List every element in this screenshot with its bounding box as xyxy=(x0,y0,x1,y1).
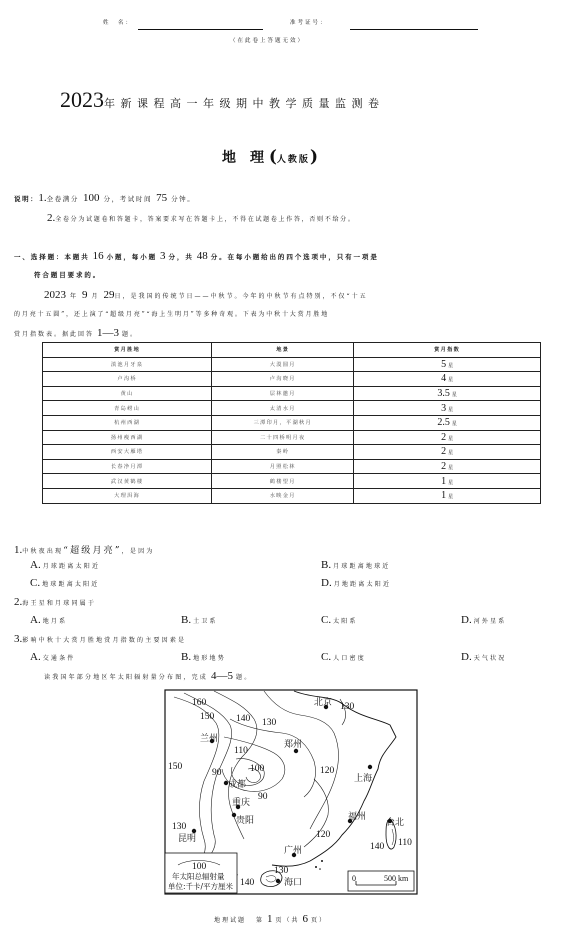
cell-scene: 卢沟晓月 xyxy=(212,372,354,387)
exam-title xyxy=(60,87,385,113)
iso-90-a: 90 xyxy=(212,768,222,778)
q1-option-a-text: 月球距离太阳近 xyxy=(42,563,101,570)
iso-140-b: 140 xyxy=(370,842,385,852)
q3-option-a[interactable] xyxy=(30,651,76,663)
instruction-1-b: 分，考试时间 xyxy=(103,195,153,203)
cell-place: 黄山 xyxy=(43,386,212,401)
iso-130-b: 130 xyxy=(340,702,355,712)
instruction-2-text: 全卷分为试题卷和答题卡，答案要求写在答题卡上，不得在试题卷上作答，否则不给分。 xyxy=(55,216,356,223)
name-label: 姓 名： xyxy=(103,20,134,26)
subject-edition: 人教版 xyxy=(276,155,310,165)
solar-radiation-map xyxy=(164,689,418,895)
legend-line1: 年太阳总辐射量 xyxy=(172,872,225,881)
q2-option-a[interactable] xyxy=(30,614,67,626)
q1-option-d-letter: D. xyxy=(321,577,332,589)
instruction-2 xyxy=(47,212,356,224)
table-row xyxy=(43,430,541,445)
q1-option-b-letter: B. xyxy=(321,559,332,571)
iso-90-b: 90 xyxy=(258,792,268,802)
table-row xyxy=(43,445,541,460)
question-2-num: 2. xyxy=(14,596,23,608)
cell-score xyxy=(354,488,541,503)
question-2-stem xyxy=(14,596,96,608)
footer-c: 页（共 xyxy=(275,917,300,924)
instruction-1 xyxy=(14,192,195,204)
q3-option-d-text: 天气状况 xyxy=(473,655,507,662)
cell-place: 大理洱海 xyxy=(43,488,212,503)
cell-score xyxy=(354,445,541,460)
iso-110-a: 110 xyxy=(234,746,248,756)
cell-score xyxy=(354,415,541,430)
iso-130-c: 130 xyxy=(172,822,187,832)
city-kunming: 昆明 xyxy=(178,834,197,844)
footer-total: 6 xyxy=(302,913,309,925)
score-value: 2 xyxy=(441,461,447,473)
question-1-stem-b: ，是因为 xyxy=(121,548,155,555)
island-dot-1 xyxy=(315,866,317,868)
section-heading xyxy=(14,250,379,262)
q1-option-b[interactable] xyxy=(321,559,391,571)
table-row xyxy=(43,474,541,489)
q2-option-d[interactable] xyxy=(461,614,507,626)
q1-option-c-letter: C. xyxy=(30,577,41,589)
q1-option-a-letter: A. xyxy=(30,559,41,571)
cell-scene: 三潭印月，平湖秋月 xyxy=(212,415,354,430)
cell-scene: 二十四桥明月夜 xyxy=(212,430,354,445)
iso-130-a: 130 xyxy=(262,718,277,728)
city-beijing: 北京 xyxy=(314,698,333,708)
table-row xyxy=(43,415,541,430)
legend-line2: 单位:千卡/平方厘米 xyxy=(168,882,234,891)
invalid-note: （在此卷上答题无效） xyxy=(230,38,306,44)
score-value: 5 xyxy=(441,358,447,370)
table-header-row xyxy=(43,343,541,358)
cell-scene: 大漠圆月 xyxy=(212,357,354,372)
passage-range: 1—3 xyxy=(97,327,120,339)
score-unit: 星 xyxy=(448,494,454,501)
passage-line1: 2023 年 9 月 29日，是我国的传统节日——中秋节。今年的中秋节有点特别，不仅“十五 xyxy=(44,289,368,301)
exam-id-label: 准考证号： xyxy=(290,20,328,26)
question-1-num: 1. xyxy=(14,544,23,556)
instructions-label: 说明： xyxy=(14,195,39,203)
title-year: 2023 xyxy=(60,87,104,112)
cell-scene: 鹤楼望月 xyxy=(212,474,354,489)
question-3-num: 3. xyxy=(14,633,23,645)
city-zhengzhou: 郑州 xyxy=(284,740,303,750)
cell-place: 西安大雁塔 xyxy=(43,445,212,460)
q1-option-c[interactable] xyxy=(30,577,100,589)
points-total: 48 xyxy=(196,250,208,262)
map-intro xyxy=(44,670,252,682)
score-value: 4 xyxy=(441,373,447,385)
q3-option-b[interactable] xyxy=(181,651,226,663)
iso-160: 160 xyxy=(192,698,207,708)
iso-140-a: 140 xyxy=(236,714,251,724)
score-unit: 星 xyxy=(448,435,454,442)
cell-score xyxy=(354,401,541,416)
table-row xyxy=(43,401,541,416)
passage-line2: 的月亮十五圆”，还上演了“超级月亮”“海上生明月”等多种奇观。下表为中秋十大赏月胜地 xyxy=(14,311,330,318)
city-chongqing: 重庆 xyxy=(232,798,251,808)
cell-place: 杭州西湖 xyxy=(43,415,212,430)
instruction-1-a: 全卷满分 xyxy=(46,195,79,203)
map-intro-a: 读我国年部分地区年太阳辐射量分布图，完成 xyxy=(44,674,209,681)
table-row xyxy=(43,488,541,503)
city-chengdu: 成都 xyxy=(228,780,247,790)
iso-110-b: 110 xyxy=(398,838,412,848)
map-intro-range: 4—5 xyxy=(211,670,234,682)
iso-120-a: 120 xyxy=(320,766,335,776)
title-text: 年新课程高一年级期中教学质量监测卷 xyxy=(104,97,385,110)
cell-place: 滇池月牙泉 xyxy=(43,357,212,372)
q2-option-b[interactable] xyxy=(181,614,218,626)
scale-zero: 0 xyxy=(352,874,356,883)
cell-place: 武汉黄鹤楼 xyxy=(43,474,212,489)
footer-b: 第 xyxy=(256,917,265,924)
q3-option-a-text: 交通条件 xyxy=(42,655,76,662)
cell-scene: 秦岭 xyxy=(212,445,354,460)
iso-100: 100 xyxy=(250,764,265,774)
iso-150-b: 150 xyxy=(168,762,183,772)
q3-option-b-text: 地形地势 xyxy=(193,655,226,662)
question-3-stem xyxy=(14,633,186,645)
q2-option-b-letter: B. xyxy=(181,614,192,626)
island-dot-3 xyxy=(319,868,321,870)
exam-id-field[interactable] xyxy=(350,29,478,30)
passage-year: 2023 xyxy=(44,289,66,301)
table-row xyxy=(43,372,541,387)
passage-line3-a: 赏月指数表。据此回答 xyxy=(14,331,95,338)
score-unit: 星 xyxy=(448,465,454,472)
table-row xyxy=(43,386,541,401)
q3-option-c[interactable] xyxy=(321,651,366,663)
cell-place: 长春净月潭 xyxy=(43,459,212,474)
city-haikou: 海口 xyxy=(284,878,303,888)
cell-scene: 月照松林 xyxy=(212,459,354,474)
cell-score xyxy=(354,474,541,489)
col-scene-header: 地景 xyxy=(212,343,354,358)
passage-day: 29 xyxy=(103,289,115,301)
instruction-2-num: 2. xyxy=(47,212,56,224)
col-place-header: 赏月胜地 xyxy=(43,343,212,358)
q3-option-d-letter: D. xyxy=(461,651,472,663)
cell-scene: 层林邀月 xyxy=(212,386,354,401)
section-text-b: 小题，每小题 xyxy=(106,253,158,261)
section-heading-line2: 符合题目要求的。 xyxy=(34,271,102,279)
iso-130-d: 130 xyxy=(274,866,289,876)
score-unit: 星 xyxy=(451,392,457,399)
iso-140-c: 140 xyxy=(240,878,255,888)
map-intro-b: 题。 xyxy=(236,674,253,681)
cell-score xyxy=(354,386,541,401)
footer-subject: 地理试题 xyxy=(214,917,247,924)
score-value: 2.5 xyxy=(437,417,450,429)
score-unit: 星 xyxy=(448,479,454,486)
score-value: 1 xyxy=(441,475,447,487)
q2-option-d-letter: D. xyxy=(461,614,472,626)
score-value: 1 xyxy=(441,490,447,502)
q2-option-a-text: 地月系 xyxy=(42,618,68,625)
q2-option-a-letter: A. xyxy=(30,614,41,626)
q3-option-a-letter: A. xyxy=(30,651,41,663)
q3-option-c-text: 人口密度 xyxy=(333,655,366,662)
name-field[interactable] xyxy=(138,29,263,30)
q2-option-b-text: 土卫系 xyxy=(193,618,218,625)
score-value: 2 xyxy=(441,446,447,458)
score-unit: 星 xyxy=(448,406,454,413)
q2-option-c-letter: C. xyxy=(321,614,332,626)
q3-option-d[interactable] xyxy=(461,651,507,663)
passage-line1-rest: 日，是我国的传统节日——中秋节。今年的中秋节有点特别，不仅“十五 xyxy=(114,293,368,300)
iso-120-b: 120 xyxy=(316,830,331,840)
island-dot-2 xyxy=(321,860,323,862)
instruction-1-c: 分钟。 xyxy=(171,195,196,203)
score-value: 3 xyxy=(441,402,447,414)
score-unit: 星 xyxy=(448,450,454,457)
cell-score xyxy=(354,357,541,372)
col-score-header: 赏月指数 xyxy=(354,343,541,358)
q3-option-c-letter: C. xyxy=(321,651,332,663)
cell-place: 卢沟桥 xyxy=(43,372,212,387)
full-score: 100 xyxy=(82,192,100,204)
question-1-stem xyxy=(14,543,154,556)
iso-150-a: 150 xyxy=(200,712,215,722)
score-value: 2 xyxy=(441,431,447,443)
q1-option-b-text: 月球距离地球近 xyxy=(333,563,391,570)
q1-option-d-text: 月地距离太阳近 xyxy=(333,581,392,588)
cell-score xyxy=(354,372,541,387)
q2-option-d-text: 河外星系 xyxy=(473,618,507,625)
q1-option-a[interactable] xyxy=(30,559,100,571)
passage-line3-b: 题。 xyxy=(122,331,139,338)
page-footer xyxy=(214,913,327,925)
score-unit: 星 xyxy=(451,421,457,428)
cell-scene: 水映金月 xyxy=(212,488,354,503)
city-guangzhou: 广州 xyxy=(284,846,303,856)
footer-d: 页） xyxy=(311,917,328,924)
city-fuzhou: 福州 xyxy=(348,812,367,822)
legend-value: 100 xyxy=(192,862,207,872)
table-row xyxy=(43,459,541,474)
cell-place: 青岛崂山 xyxy=(43,401,212,416)
q3-option-b-letter: B. xyxy=(181,651,192,663)
city-lanzhou: 兰州 xyxy=(200,734,219,744)
question-count: 16 xyxy=(92,250,104,262)
cell-score xyxy=(354,459,541,474)
section-label: 一、选择题 xyxy=(14,253,56,261)
q2-option-c-text: 太阳系 xyxy=(333,618,358,625)
score-value: 3.5 xyxy=(437,388,450,400)
q2-option-c[interactable] xyxy=(321,614,358,626)
score-unit: 星 xyxy=(448,377,454,384)
section-text-c: 分，共 xyxy=(168,253,194,261)
footer-page: 1 xyxy=(267,913,273,925)
q1-option-c-text: 地球距离太阳近 xyxy=(42,581,100,588)
passage-line3 xyxy=(14,327,138,339)
subject-title: 地 理 (人教版) xyxy=(222,147,318,167)
subject-name: 地 理 xyxy=(222,150,264,166)
exam-time: 75 xyxy=(156,192,168,204)
passage-month: 9 xyxy=(82,289,88,301)
section-text-d: 分。在每小题给出的四个选项中，只有一项是 xyxy=(210,253,379,261)
city-guiyang: 贵阳 xyxy=(236,816,255,826)
points-each: 3 xyxy=(160,250,166,262)
table-row xyxy=(43,357,541,372)
moon-viewing-table xyxy=(42,342,541,504)
cell-scene: 太清水月 xyxy=(212,401,354,416)
question-1-stem-a: 中秋夜出现 xyxy=(22,548,64,555)
question-2-stem-text: 海王星和月球同属于 xyxy=(22,600,97,607)
cell-score xyxy=(354,430,541,445)
instruction-1-num: 1. xyxy=(38,192,47,204)
city-taipei: 台北 xyxy=(386,818,405,828)
scale-500: 500 km xyxy=(384,874,409,883)
question-1-stem-q: “超级月亮” xyxy=(63,546,122,556)
section-text-a: ：本题共 xyxy=(56,253,90,261)
score-unit: 星 xyxy=(448,362,454,369)
q1-option-d[interactable] xyxy=(321,577,391,589)
city-shanghai: 上海 xyxy=(354,774,373,784)
question-3-stem-text: 影响中秋十大赏月胜地赏月指数的主要因素是 xyxy=(22,637,187,644)
cell-place: 扬州瘦西湖 xyxy=(43,430,212,445)
